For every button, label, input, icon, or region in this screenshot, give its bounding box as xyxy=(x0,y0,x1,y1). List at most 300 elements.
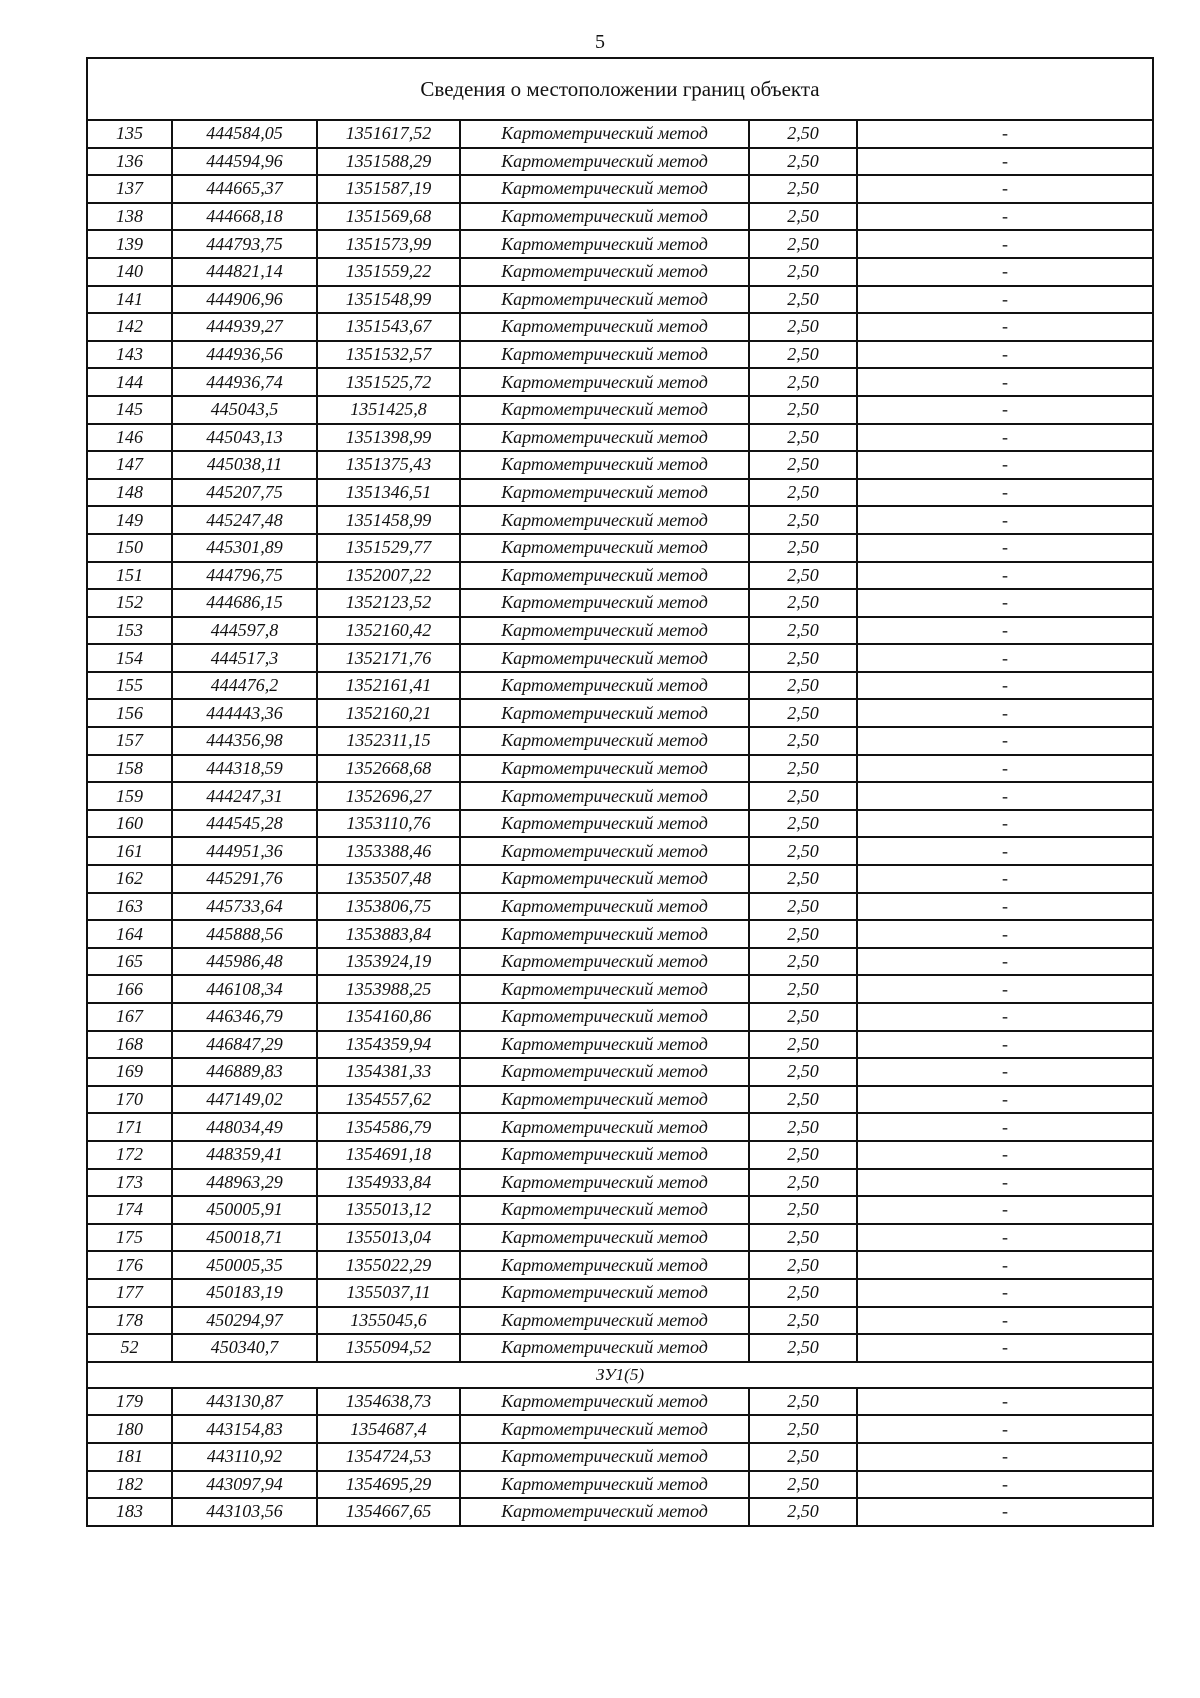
table-row xyxy=(87,1251,1153,1279)
notes-cell: - xyxy=(857,479,1153,507)
notes-cell: - xyxy=(857,1224,1153,1252)
precision-cell: 2,50 xyxy=(749,1388,857,1416)
notes-cell: - xyxy=(857,1307,1153,1335)
notes-cell: - xyxy=(857,1141,1153,1169)
notes-cell: - xyxy=(857,368,1153,396)
y-coordinate-cell: 1353110,76 xyxy=(317,810,460,838)
precision-cell: 2,50 xyxy=(749,1279,857,1307)
point-number-cell: 163 xyxy=(87,893,172,921)
y-coordinate-cell: 1351425,8 xyxy=(317,396,460,424)
y-coordinate-cell: 1354381,33 xyxy=(317,1058,460,1086)
notes-cell: - xyxy=(857,534,1153,562)
notes-cell: - xyxy=(857,1279,1153,1307)
table-row xyxy=(87,1334,1153,1362)
x-coordinate-cell: 450294,97 xyxy=(172,1307,317,1335)
precision-cell: 2,50 xyxy=(749,230,857,258)
precision-cell: 2,50 xyxy=(749,920,857,948)
y-coordinate-cell: 1354695,29 xyxy=(317,1471,460,1499)
point-number-cell: 179 xyxy=(87,1388,172,1416)
table-row xyxy=(87,727,1153,755)
precision-cell: 2,50 xyxy=(749,1169,857,1197)
method-cell: Картометрический метод xyxy=(460,396,749,424)
point-number-cell: 183 xyxy=(87,1498,172,1526)
table-row xyxy=(87,1471,1153,1499)
table-row xyxy=(87,699,1153,727)
table-row xyxy=(87,1224,1153,1252)
table-row xyxy=(87,755,1153,783)
notes-cell: - xyxy=(857,1415,1153,1443)
precision-cell: 2,50 xyxy=(749,644,857,672)
notes-cell: - xyxy=(857,1169,1153,1197)
y-coordinate-cell: 1352668,68 xyxy=(317,755,460,783)
y-coordinate-cell: 1354557,62 xyxy=(317,1086,460,1114)
x-coordinate-cell: 444443,36 xyxy=(172,699,317,727)
x-coordinate-cell: 444906,96 xyxy=(172,286,317,314)
notes-cell: - xyxy=(857,865,1153,893)
y-coordinate-cell: 1352123,52 xyxy=(317,589,460,617)
precision-cell: 2,50 xyxy=(749,1196,857,1224)
x-coordinate-cell: 444793,75 xyxy=(172,230,317,258)
notes-cell: - xyxy=(857,975,1153,1003)
y-coordinate-cell: 1353388,46 xyxy=(317,837,460,865)
point-number-cell: 169 xyxy=(87,1058,172,1086)
point-number-cell: 162 xyxy=(87,865,172,893)
x-coordinate-cell: 444665,37 xyxy=(172,175,317,203)
x-coordinate-cell: 443103,56 xyxy=(172,1498,317,1526)
notes-cell: - xyxy=(857,313,1153,341)
notes-cell: - xyxy=(857,699,1153,727)
table-row xyxy=(87,424,1153,452)
precision-cell: 2,50 xyxy=(749,589,857,617)
notes-cell: - xyxy=(857,230,1153,258)
table-row xyxy=(87,782,1153,810)
y-coordinate-cell: 1354586,79 xyxy=(317,1113,460,1141)
table-row xyxy=(87,1196,1153,1224)
y-coordinate-cell: 1354160,86 xyxy=(317,1003,460,1031)
x-coordinate-cell: 450183,19 xyxy=(172,1279,317,1307)
table-row xyxy=(87,479,1153,507)
point-number-cell: 173 xyxy=(87,1169,172,1197)
x-coordinate-cell: 444939,27 xyxy=(172,313,317,341)
precision-cell: 2,50 xyxy=(749,203,857,231)
table-row xyxy=(87,451,1153,479)
notes-cell: - xyxy=(857,1471,1153,1499)
y-coordinate-cell: 1353924,19 xyxy=(317,948,460,976)
y-coordinate-cell: 1353806,75 xyxy=(317,893,460,921)
point-number-cell: 171 xyxy=(87,1113,172,1141)
precision-cell: 2,50 xyxy=(749,341,857,369)
notes-cell: - xyxy=(857,1443,1153,1471)
x-coordinate-cell: 450340,7 xyxy=(172,1334,317,1362)
point-number-cell: 157 xyxy=(87,727,172,755)
method-cell: Картометрический метод xyxy=(460,1415,749,1443)
notes-cell: - xyxy=(857,1031,1153,1059)
precision-cell: 2,50 xyxy=(749,562,857,590)
method-cell: Картометрический метод xyxy=(460,506,749,534)
precision-cell: 2,50 xyxy=(749,1334,857,1362)
method-cell: Картометрический метод xyxy=(460,534,749,562)
y-coordinate-cell: 1354638,73 xyxy=(317,1388,460,1416)
y-coordinate-cell: 1351559,22 xyxy=(317,258,460,286)
point-number-cell: 175 xyxy=(87,1224,172,1252)
precision-cell: 2,50 xyxy=(749,699,857,727)
method-cell: Картометрический метод xyxy=(460,258,749,286)
x-coordinate-cell: 444796,75 xyxy=(172,562,317,590)
x-coordinate-cell: 445291,76 xyxy=(172,865,317,893)
table-row xyxy=(87,1113,1153,1141)
point-number-cell: 160 xyxy=(87,810,172,838)
y-coordinate-cell: 1355013,12 xyxy=(317,1196,460,1224)
notes-cell: - xyxy=(857,1113,1153,1141)
point-number-cell: 166 xyxy=(87,975,172,1003)
section-row xyxy=(87,1362,1153,1388)
notes-cell: - xyxy=(857,589,1153,617)
y-coordinate-cell: 1352161,41 xyxy=(317,672,460,700)
method-cell: Картометрический метод xyxy=(460,1086,749,1114)
table-row xyxy=(87,203,1153,231)
precision-cell: 2,50 xyxy=(749,258,857,286)
table-row xyxy=(87,865,1153,893)
point-number-cell: 174 xyxy=(87,1196,172,1224)
x-coordinate-cell: 444545,28 xyxy=(172,810,317,838)
y-coordinate-cell: 1352696,27 xyxy=(317,782,460,810)
table-row xyxy=(87,948,1153,976)
method-cell: Картометрический метод xyxy=(460,1141,749,1169)
page-number: 5 xyxy=(595,31,605,53)
x-coordinate-cell: 445043,5 xyxy=(172,396,317,424)
y-coordinate-cell: 1351398,99 xyxy=(317,424,460,452)
precision-cell: 2,50 xyxy=(749,727,857,755)
method-cell: Картометрический метод xyxy=(460,644,749,672)
table-row xyxy=(87,148,1153,176)
y-coordinate-cell: 1351548,99 xyxy=(317,286,460,314)
precision-cell: 2,50 xyxy=(749,1251,857,1279)
method-cell: Картометрический метод xyxy=(460,810,749,838)
precision-cell: 2,50 xyxy=(749,1058,857,1086)
notes-cell: - xyxy=(857,148,1153,176)
table-row xyxy=(87,313,1153,341)
x-coordinate-cell: 450005,91 xyxy=(172,1196,317,1224)
table-row xyxy=(87,1031,1153,1059)
precision-cell: 2,50 xyxy=(749,506,857,534)
notes-cell: - xyxy=(857,672,1153,700)
method-cell: Картометрический метод xyxy=(460,479,749,507)
method-cell: Картометрический метод xyxy=(460,286,749,314)
method-cell: Картометрический метод xyxy=(460,1196,749,1224)
precision-cell: 2,50 xyxy=(749,148,857,176)
table-row xyxy=(87,506,1153,534)
precision-cell: 2,50 xyxy=(749,672,857,700)
x-coordinate-cell: 444951,36 xyxy=(172,837,317,865)
notes-cell: - xyxy=(857,920,1153,948)
method-cell: Картометрический метод xyxy=(460,699,749,727)
section-label: ЗУ1(5) xyxy=(87,1362,1153,1388)
x-coordinate-cell: 444517,3 xyxy=(172,644,317,672)
table-row xyxy=(87,672,1153,700)
x-coordinate-cell: 444686,15 xyxy=(172,589,317,617)
precision-cell: 2,50 xyxy=(749,810,857,838)
precision-cell: 2,50 xyxy=(749,1086,857,1114)
point-number-cell: 145 xyxy=(87,396,172,424)
method-cell: Картометрический метод xyxy=(460,893,749,921)
point-number-cell: 149 xyxy=(87,506,172,534)
table-row xyxy=(87,893,1153,921)
table-row xyxy=(87,534,1153,562)
y-coordinate-cell: 1351532,57 xyxy=(317,341,460,369)
x-coordinate-cell: 445207,75 xyxy=(172,479,317,507)
notes-cell: - xyxy=(857,396,1153,424)
precision-cell: 2,50 xyxy=(749,368,857,396)
y-coordinate-cell: 1352171,76 xyxy=(317,644,460,672)
notes-cell: - xyxy=(857,1196,1153,1224)
x-coordinate-cell: 443154,83 xyxy=(172,1415,317,1443)
precision-cell: 2,50 xyxy=(749,1031,857,1059)
point-number-cell: 170 xyxy=(87,1086,172,1114)
x-coordinate-cell: 448963,29 xyxy=(172,1169,317,1197)
y-coordinate-cell: 1354933,84 xyxy=(317,1169,460,1197)
y-coordinate-cell: 1354691,18 xyxy=(317,1141,460,1169)
x-coordinate-cell: 444318,59 xyxy=(172,755,317,783)
table-row xyxy=(87,644,1153,672)
method-cell: Картометрический метод xyxy=(460,672,749,700)
point-number-cell: 161 xyxy=(87,837,172,865)
point-number-cell: 168 xyxy=(87,1031,172,1059)
method-cell: Картометрический метод xyxy=(460,562,749,590)
point-number-cell: 155 xyxy=(87,672,172,700)
y-coordinate-cell: 1351569,68 xyxy=(317,203,460,231)
point-number-cell: 172 xyxy=(87,1141,172,1169)
point-number-cell: 142 xyxy=(87,313,172,341)
method-cell: Картометрический метод xyxy=(460,1498,749,1526)
table-row xyxy=(87,1443,1153,1471)
x-coordinate-cell: 445043,13 xyxy=(172,424,317,452)
method-cell: Картометрический метод xyxy=(460,1058,749,1086)
x-coordinate-cell: 443110,92 xyxy=(172,1443,317,1471)
y-coordinate-cell: 1355022,29 xyxy=(317,1251,460,1279)
method-cell: Картометрический метод xyxy=(460,148,749,176)
precision-cell: 2,50 xyxy=(749,1003,857,1031)
x-coordinate-cell: 444247,31 xyxy=(172,782,317,810)
point-number-cell: 182 xyxy=(87,1471,172,1499)
notes-cell: - xyxy=(857,893,1153,921)
point-number-cell: 52 xyxy=(87,1334,172,1362)
x-coordinate-cell: 445733,64 xyxy=(172,893,317,921)
notes-cell: - xyxy=(857,562,1153,590)
table-row xyxy=(87,810,1153,838)
x-coordinate-cell: 443130,87 xyxy=(172,1388,317,1416)
point-number-cell: 153 xyxy=(87,617,172,645)
method-cell: Картометрический метод xyxy=(460,755,749,783)
y-coordinate-cell: 1354359,94 xyxy=(317,1031,460,1059)
point-number-cell: 141 xyxy=(87,286,172,314)
x-coordinate-cell: 446108,34 xyxy=(172,975,317,1003)
table-row xyxy=(87,120,1153,148)
point-number-cell: 152 xyxy=(87,589,172,617)
x-coordinate-cell: 447149,02 xyxy=(172,1086,317,1114)
method-cell: Картометрический метод xyxy=(460,589,749,617)
method-cell: Картометрический метод xyxy=(460,1113,749,1141)
method-cell: Картометрический метод xyxy=(460,313,749,341)
table-row xyxy=(87,1498,1153,1526)
notes-cell: - xyxy=(857,837,1153,865)
notes-cell: - xyxy=(857,755,1153,783)
notes-cell: - xyxy=(857,644,1153,672)
table-row xyxy=(87,258,1153,286)
method-cell: Картометрический метод xyxy=(460,451,749,479)
point-number-cell: 150 xyxy=(87,534,172,562)
point-number-cell: 148 xyxy=(87,479,172,507)
point-number-cell: 138 xyxy=(87,203,172,231)
y-coordinate-cell: 1353507,48 xyxy=(317,865,460,893)
table-row xyxy=(87,975,1153,1003)
method-cell: Картометрический метод xyxy=(460,230,749,258)
x-coordinate-cell: 445986,48 xyxy=(172,948,317,976)
x-coordinate-cell: 444356,98 xyxy=(172,727,317,755)
precision-cell: 2,50 xyxy=(749,1113,857,1141)
x-coordinate-cell: 446889,83 xyxy=(172,1058,317,1086)
method-cell: Картометрический метод xyxy=(460,175,749,203)
precision-cell: 2,50 xyxy=(749,1415,857,1443)
x-coordinate-cell: 444597,8 xyxy=(172,617,317,645)
notes-cell: - xyxy=(857,341,1153,369)
method-cell: Картометрический метод xyxy=(460,782,749,810)
notes-cell: - xyxy=(857,810,1153,838)
x-coordinate-cell: 445247,48 xyxy=(172,506,317,534)
table-row xyxy=(87,1086,1153,1114)
table-row xyxy=(87,1141,1153,1169)
y-coordinate-cell: 1351525,72 xyxy=(317,368,460,396)
y-coordinate-cell: 1353883,84 xyxy=(317,920,460,948)
y-coordinate-cell: 1354667,65 xyxy=(317,1498,460,1526)
y-coordinate-cell: 1351573,99 xyxy=(317,230,460,258)
point-number-cell: 164 xyxy=(87,920,172,948)
method-cell: Картометрический метод xyxy=(460,948,749,976)
point-number-cell: 156 xyxy=(87,699,172,727)
point-number-cell: 178 xyxy=(87,1307,172,1335)
method-cell: Картометрический метод xyxy=(460,865,749,893)
point-number-cell: 159 xyxy=(87,782,172,810)
method-cell: Картометрический метод xyxy=(460,1388,749,1416)
method-cell: Картометрический метод xyxy=(460,424,749,452)
notes-cell: - xyxy=(857,175,1153,203)
table-row xyxy=(87,1307,1153,1335)
point-number-cell: 176 xyxy=(87,1251,172,1279)
table-row xyxy=(87,617,1153,645)
precision-cell: 2,50 xyxy=(749,1141,857,1169)
precision-cell: 2,50 xyxy=(749,534,857,562)
point-number-cell: 151 xyxy=(87,562,172,590)
precision-cell: 2,50 xyxy=(749,865,857,893)
notes-cell: - xyxy=(857,203,1153,231)
table-row xyxy=(87,396,1153,424)
precision-cell: 2,50 xyxy=(749,1443,857,1471)
method-cell: Картометрический метод xyxy=(460,120,749,148)
notes-cell: - xyxy=(857,1388,1153,1416)
point-number-cell: 135 xyxy=(87,120,172,148)
notes-cell: - xyxy=(857,1251,1153,1279)
method-cell: Картометрический метод xyxy=(460,837,749,865)
point-number-cell: 154 xyxy=(87,644,172,672)
y-coordinate-cell: 1351587,19 xyxy=(317,175,460,203)
method-cell: Картометрический метод xyxy=(460,727,749,755)
y-coordinate-cell: 1354687,4 xyxy=(317,1415,460,1443)
notes-cell: - xyxy=(857,782,1153,810)
y-coordinate-cell: 1352311,15 xyxy=(317,727,460,755)
y-coordinate-cell: 1355094,52 xyxy=(317,1334,460,1362)
table-title: Сведения о местоположении границ объекта xyxy=(87,58,1153,120)
x-coordinate-cell: 445888,56 xyxy=(172,920,317,948)
table-row xyxy=(87,286,1153,314)
table-row xyxy=(87,589,1153,617)
point-number-cell: 165 xyxy=(87,948,172,976)
x-coordinate-cell: 448359,41 xyxy=(172,1141,317,1169)
table-title-row xyxy=(87,58,1153,120)
method-cell: Картометрический метод xyxy=(460,1224,749,1252)
notes-cell: - xyxy=(857,948,1153,976)
x-coordinate-cell: 444668,18 xyxy=(172,203,317,231)
x-coordinate-cell: 444584,05 xyxy=(172,120,317,148)
notes-cell: - xyxy=(857,506,1153,534)
y-coordinate-cell: 1355013,04 xyxy=(317,1224,460,1252)
precision-cell: 2,50 xyxy=(749,396,857,424)
notes-cell: - xyxy=(857,120,1153,148)
x-coordinate-cell: 450018,71 xyxy=(172,1224,317,1252)
y-coordinate-cell: 1352160,21 xyxy=(317,699,460,727)
y-coordinate-cell: 1353988,25 xyxy=(317,975,460,1003)
precision-cell: 2,50 xyxy=(749,120,857,148)
table-row xyxy=(87,1003,1153,1031)
precision-cell: 2,50 xyxy=(749,313,857,341)
y-coordinate-cell: 1354724,53 xyxy=(317,1443,460,1471)
method-cell: Картометрический метод xyxy=(460,341,749,369)
method-cell: Картометрический метод xyxy=(460,617,749,645)
method-cell: Картометрический метод xyxy=(460,1031,749,1059)
notes-cell: - xyxy=(857,424,1153,452)
precision-cell: 2,50 xyxy=(749,782,857,810)
x-coordinate-cell: 443097,94 xyxy=(172,1471,317,1499)
point-number-cell: 144 xyxy=(87,368,172,396)
precision-cell: 2,50 xyxy=(749,1471,857,1499)
y-coordinate-cell: 1351375,43 xyxy=(317,451,460,479)
boundary-coordinates-table xyxy=(86,57,1154,1527)
notes-cell: - xyxy=(857,1086,1153,1114)
x-coordinate-cell: 444476,2 xyxy=(172,672,317,700)
x-coordinate-cell: 448034,49 xyxy=(172,1113,317,1141)
precision-cell: 2,50 xyxy=(749,175,857,203)
point-number-cell: 158 xyxy=(87,755,172,783)
method-cell: Картометрический метод xyxy=(460,368,749,396)
method-cell: Картометрический метод xyxy=(460,203,749,231)
table-row xyxy=(87,341,1153,369)
x-coordinate-cell: 444821,14 xyxy=(172,258,317,286)
notes-cell: - xyxy=(857,727,1153,755)
precision-cell: 2,50 xyxy=(749,755,857,783)
precision-cell: 2,50 xyxy=(749,1224,857,1252)
y-coordinate-cell: 1355037,11 xyxy=(317,1279,460,1307)
method-cell: Картометрический метод xyxy=(460,1334,749,1362)
method-cell: Картометрический метод xyxy=(460,1443,749,1471)
point-number-cell: 136 xyxy=(87,148,172,176)
table-row xyxy=(87,920,1153,948)
table-row xyxy=(87,562,1153,590)
method-cell: Картометрический метод xyxy=(460,920,749,948)
table-row xyxy=(87,1279,1153,1307)
notes-cell: - xyxy=(857,1058,1153,1086)
method-cell: Картометрический метод xyxy=(460,1307,749,1335)
notes-cell: - xyxy=(857,258,1153,286)
precision-cell: 2,50 xyxy=(749,451,857,479)
y-coordinate-cell: 1351346,51 xyxy=(317,479,460,507)
